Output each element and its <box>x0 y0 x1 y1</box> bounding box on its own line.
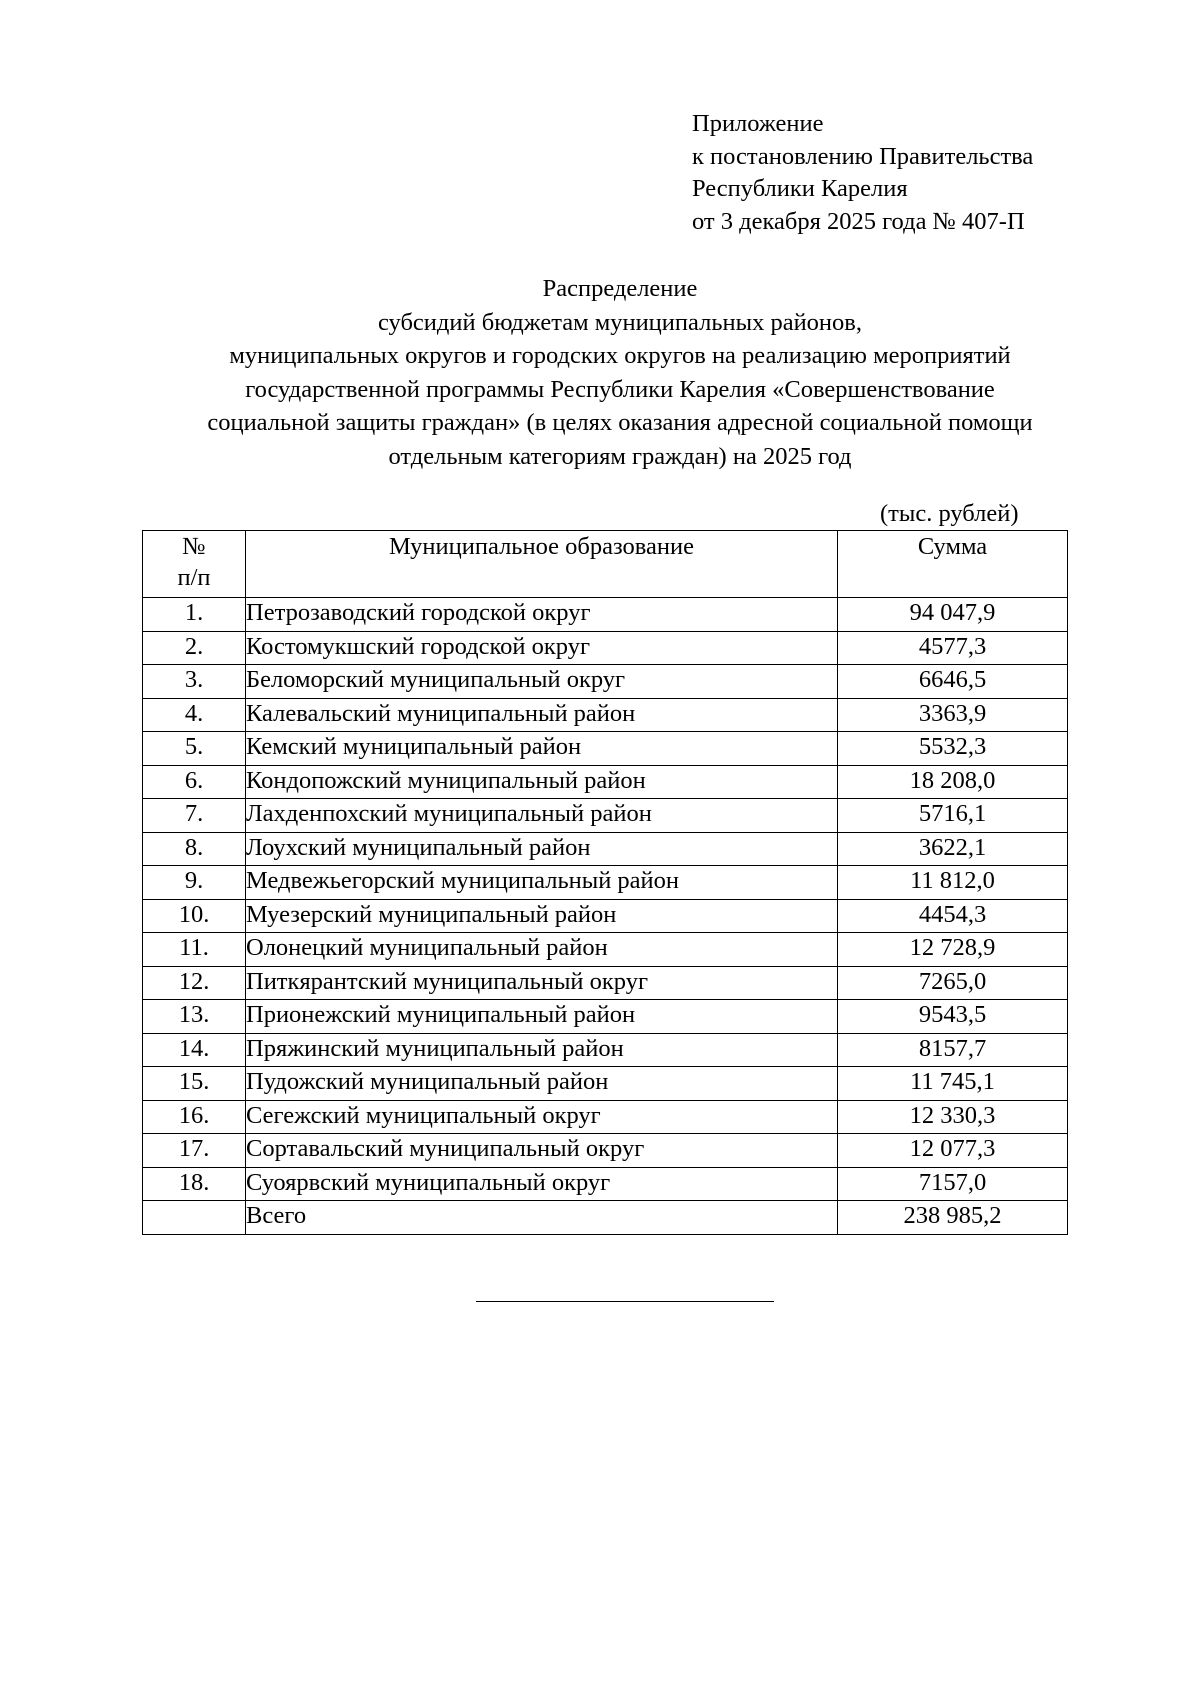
row-number: 13. <box>143 1000 246 1034</box>
amount: 12 728,9 <box>838 933 1068 967</box>
municipality-name: Питкярантский муниципальный округ <box>246 966 838 1000</box>
row-number: 14. <box>143 1033 246 1067</box>
municipality-name: Медвежьегорский муниципальный район <box>246 866 838 900</box>
appendix-line: Республики Карелия <box>692 175 908 202</box>
table-row <box>143 732 1068 766</box>
table-row <box>143 598 1068 632</box>
amount: 4577,3 <box>838 631 1068 665</box>
title-line: государственной программы Республики Карелия «Совершенствование <box>245 375 995 403</box>
table-row <box>143 698 1068 732</box>
amount: 6646,5 <box>838 665 1068 699</box>
municipality-name: Петрозаводский городской округ <box>246 598 838 632</box>
municipality-name: Всего <box>246 1201 838 1235</box>
municipality-name: Пудожский муниципальный район <box>246 1067 838 1101</box>
municipality-name: Лоухский муниципальный район <box>246 832 838 866</box>
row-number: 7. <box>143 799 246 833</box>
header-municipality: Муниципальное образование <box>246 531 838 598</box>
total-row <box>143 1201 1068 1235</box>
amount: 5532,3 <box>838 732 1068 766</box>
header-number-line1: № <box>182 533 206 560</box>
municipality-name: Костомукшский городской округ <box>246 631 838 665</box>
amount: 3363,9 <box>838 698 1068 732</box>
title-line: Распределение <box>542 275 698 302</box>
header-number-line2: п/п <box>177 564 211 591</box>
row-number: 4. <box>143 698 246 732</box>
table-row <box>143 1134 1068 1168</box>
municipality-name: Кемский муниципальный район <box>246 732 838 766</box>
row-number: 9. <box>143 866 246 900</box>
appendix-line: к постановлению Правительства <box>692 142 1034 170</box>
municipality-name: Муезерский муниципальный район <box>246 899 838 933</box>
row-number: 12. <box>143 966 246 1000</box>
table-row <box>143 1033 1068 1067</box>
table-row <box>143 631 1068 665</box>
municipality-name: Сортавальский муниципальный округ <box>246 1134 838 1168</box>
amount: 3622,1 <box>838 832 1068 866</box>
appendix-block <box>692 108 1033 238</box>
appendix-line: Приложение <box>692 110 824 137</box>
municipality-name: Кондопожский муниципальный район <box>246 765 838 799</box>
table-row <box>143 665 1068 699</box>
row-number: 17. <box>143 1134 246 1168</box>
row-number: 16. <box>143 1100 246 1134</box>
title-line: отдельным категориям граждан) на 2025 год <box>388 442 852 470</box>
municipality-name: Сегежский муниципальный округ <box>246 1100 838 1134</box>
row-number: 8. <box>143 832 246 866</box>
row-number: 3. <box>143 665 246 699</box>
municipality-name: Суоярвский муниципальный округ <box>246 1167 838 1201</box>
row-number: 15. <box>143 1067 246 1101</box>
amount: 238 985,2 <box>838 1201 1068 1235</box>
closing-rule <box>476 1301 774 1302</box>
amount: 7157,0 <box>838 1167 1068 1201</box>
municipality-name: Калевальский муниципальный район <box>246 698 838 732</box>
row-number: 11. <box>143 933 246 967</box>
amount: 11 745,1 <box>838 1067 1068 1101</box>
amount: 94 047,9 <box>838 598 1068 632</box>
row-number: 6. <box>143 765 246 799</box>
appendix-line: от 3 декабря 2025 года № 407-П <box>692 207 1025 235</box>
row-number <box>143 1201 246 1235</box>
municipality-name: Олонецкий муниципальный район <box>246 933 838 967</box>
amount: 12 077,3 <box>838 1134 1068 1168</box>
table-row <box>143 765 1068 799</box>
amount: 5716,1 <box>838 799 1068 833</box>
row-number: 10. <box>143 899 246 933</box>
table-body <box>143 598 1068 1235</box>
table-row <box>143 1067 1068 1101</box>
municipality-name: Пряжинский муниципальный район <box>246 1033 838 1067</box>
title-line: социальной защиты граждан» (в целях оказания адресной социальной помощи <box>207 409 1033 436</box>
row-number: 2. <box>143 631 246 665</box>
title-line: субсидий бюджетам муниципальных районов, <box>377 308 862 336</box>
table-header-row <box>143 531 1068 598</box>
amount: 4454,3 <box>838 899 1068 933</box>
distribution-table <box>142 530 1068 1235</box>
row-number: 1. <box>143 598 246 632</box>
municipality-name: Беломорский муниципальный округ <box>246 665 838 699</box>
table-row <box>143 1100 1068 1134</box>
table-row <box>143 966 1068 1000</box>
units-label: (тыс. рублей) <box>880 500 1019 527</box>
amount: 12 330,3 <box>838 1100 1068 1134</box>
title-line: муниципальных округов и городских округов на реализацию мероприятий <box>229 342 1011 369</box>
table-row <box>143 799 1068 833</box>
table-row <box>143 933 1068 967</box>
table-row <box>143 832 1068 866</box>
municipality-name: Прионежский муниципальный район <box>246 1000 838 1034</box>
amount: 11 812,0 <box>838 866 1068 900</box>
row-number: 18. <box>143 1167 246 1201</box>
table-row <box>143 899 1068 933</box>
amount: 9543,5 <box>838 1000 1068 1034</box>
header-number <box>143 531 246 598</box>
amount: 7265,0 <box>838 966 1068 1000</box>
table-row <box>143 866 1068 900</box>
municipality-name: Лахденпохский муниципальный район <box>246 799 838 833</box>
amount: 8157,7 <box>838 1033 1068 1067</box>
table-row <box>143 1167 1068 1201</box>
header-sum: Сумма <box>838 531 1068 598</box>
table-row <box>143 1000 1068 1034</box>
document-title <box>0 272 1200 473</box>
amount: 18 208,0 <box>838 765 1068 799</box>
row-number: 5. <box>143 732 246 766</box>
